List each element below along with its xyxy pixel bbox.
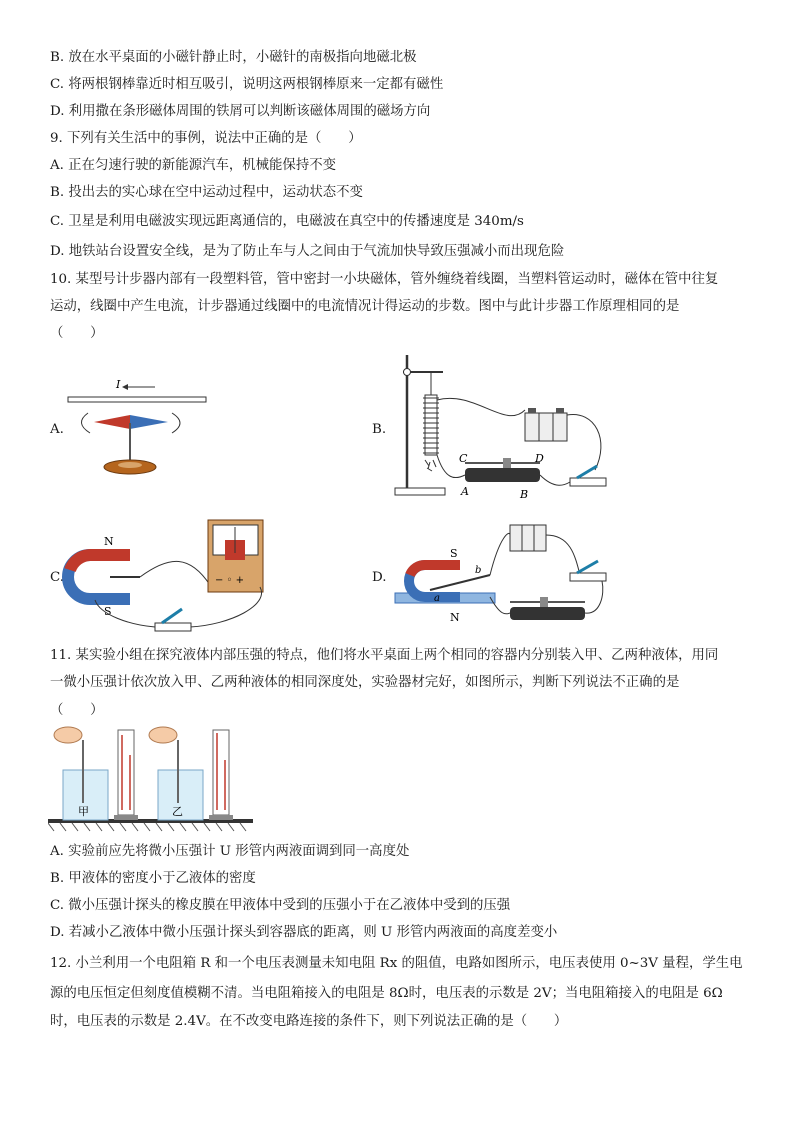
q11-stem-line2: 一微小压强计依次放入甲、乙两种液体的相同深度处，实验器材完好，如图所示，判断下列说法不正确的是	[50, 675, 680, 690]
svg-text:A: A	[461, 485, 469, 498]
q10-option-d-label: D.	[372, 570, 387, 585]
coil	[423, 395, 439, 455]
iron-filings	[425, 460, 436, 471]
q11-option-a: A. 实验前应先将微小压强计 U 形管内两液面调到同一高度处	[50, 844, 410, 859]
svg-text:− ◦ +: − ◦ +	[215, 575, 245, 586]
u-tube-right	[209, 730, 233, 820]
svg-text:C: C	[459, 452, 468, 465]
q10-option-a-label: A.	[50, 422, 64, 437]
q11-stem-line1: 11. 某实验小组在探究液体内部压强的特点，他们将水平桌面上两个相同的容器内分别装入甲、乙两种液体，用同	[50, 648, 719, 663]
stand-base	[395, 488, 445, 495]
q10-stem-line2: 运动，线圈中产生电流，计步器通过线圈中的电流情况计得运动的步数。图中与此计步器工作原理相同的是	[50, 299, 680, 314]
q10-figure-c-generator	[60, 515, 280, 640]
battery	[510, 525, 546, 551]
rotation-arrow-right	[172, 413, 180, 433]
q9-option-b: B. 投出去的实心球在空中运动过程中，运动状态不变	[50, 185, 363, 200]
rotation-arrow-left	[81, 413, 90, 433]
wire	[68, 397, 206, 402]
q8-option-d: D. 利用撒在条形磁体周围的铁屑可以判断该磁体周围的磁场方向	[50, 104, 431, 119]
svg-text:b: b	[475, 565, 482, 576]
needle-red	[94, 415, 130, 429]
switch	[570, 466, 606, 486]
galvanometer	[208, 520, 263, 592]
rheostat	[465, 458, 540, 482]
rheostat	[510, 597, 585, 620]
q12-stem-line1: 12. 小兰利用一个电阻箱 R 和一个电压表测量未知电阻 Rx 的阻值，电路如图所示，电压表使用 0~3V 量程，学生电	[50, 956, 743, 971]
q12-stem-line2: 源的电压恒定但刻度值模糊不清。当电阻箱接入的电阻是 8Ω时，电压表的示数是 2V；当电阻箱接入的电阻是 6Ω	[50, 986, 723, 1001]
q10-stem-line1: 10. 某型号计步器内部有一段塑料管，管中密封一小块磁体，管外缠绕着线圈，当塑料管运动时，磁体在管中往复	[50, 272, 719, 287]
svg-text:甲: 甲	[78, 805, 89, 818]
q8-option-c: C. 将两根钢棒靠近时相互吸引，说明这两根钢棒原来一定都有磁性	[50, 77, 444, 92]
q11-option-b: B. 甲液体的密度小于乙液体的密度	[50, 871, 256, 886]
switch	[155, 609, 191, 631]
svg-text:B: B	[520, 488, 529, 500]
battery	[525, 408, 567, 441]
container-left	[54, 727, 108, 820]
q9-stem: 9. 下列有关生活中的事例，说法中正确的是（ ）	[50, 131, 362, 146]
current-label: I	[116, 378, 121, 391]
u-tube-left	[114, 730, 138, 820]
container-right	[149, 727, 203, 820]
svg-text:乙: 乙	[172, 805, 183, 818]
q10-figure-d-motor	[390, 515, 615, 640]
svg-text:S: S	[104, 605, 112, 618]
q11-figure-pressure-gauges	[48, 725, 258, 835]
svg-text:D: D	[535, 452, 544, 465]
q10-option-b-label: B.	[372, 422, 387, 437]
needle-blue	[130, 415, 168, 429]
q11-option-c: C. 微小压强计探头的橡皮膜在甲液体中受到的压强小于在乙液体中受到的压强	[50, 898, 511, 913]
q12-stem-line3: 时，电压表的示数是 2.4V。在不改变电路连接的条件下，则下列说法正确的是（ ）	[50, 1014, 568, 1029]
q11-option-d: D. 若减小乙液体中微小压强计探头到容器底的距离，则 U 形管内两液面的高度差变小	[50, 925, 558, 940]
q10-option-c-label: C.	[50, 570, 65, 585]
q8-option-b: B. 放在水平桌面的小磁针静止时，小磁针的南极指向地磁北极	[50, 50, 417, 65]
svg-text:N: N	[104, 535, 114, 548]
q11-stem-line3: （ ）	[50, 703, 104, 718]
q9-option-c: C. 卫星是利用电磁波实现远距离通信的，电磁波在真空中的传播速度是 340m/s	[50, 214, 524, 229]
svg-text:a: a	[434, 593, 440, 604]
svg-text:N: N	[450, 611, 460, 624]
switch	[570, 561, 606, 581]
q10-figure-b-electromagnet	[385, 350, 615, 500]
q10-figure-a-oersted	[60, 375, 210, 485]
q9-option-d: D. 地铁站台设置安全线，是为了防止车与人之间由于气流加快导致压强减小而出现危险	[50, 244, 565, 259]
q9-option-a: A. 正在匀速行驶的新能源汽车，机械能保持不变	[50, 158, 336, 173]
svg-text:S: S	[450, 547, 458, 560]
q10-stem-line3: （ ）	[50, 326, 104, 341]
